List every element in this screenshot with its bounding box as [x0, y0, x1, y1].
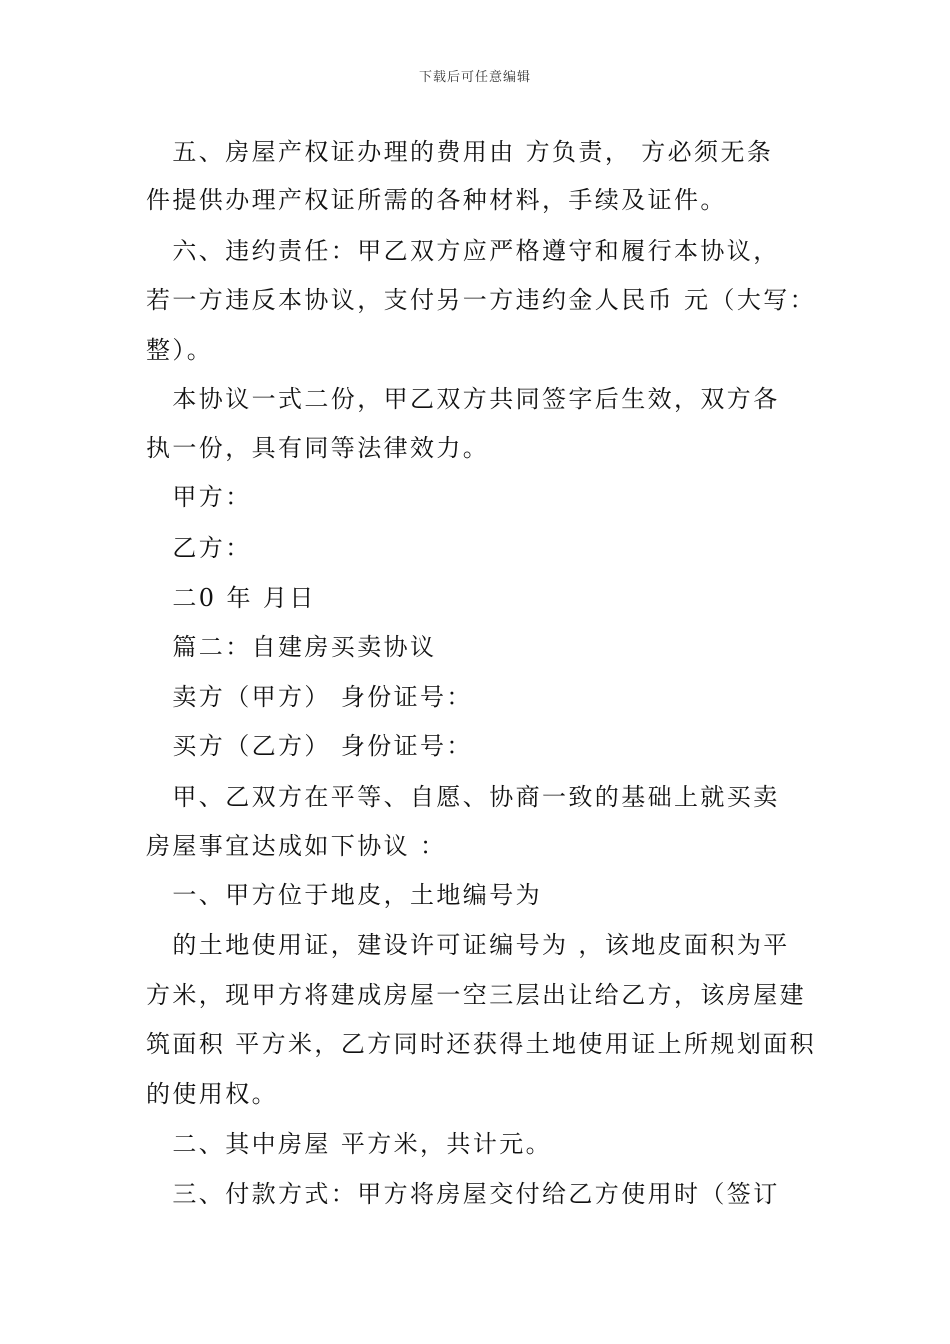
- text-line-5: 整）。: [146, 336, 214, 364]
- text-line-8: 甲方：: [146, 483, 252, 511]
- text-line-12: 卖方（甲方） 身份证号：: [146, 683, 473, 711]
- text-line-17: 的土地使用证，建设许可证编号为 ，该地皮面积为平: [146, 931, 790, 959]
- text-line-20: 的使用权。: [146, 1080, 278, 1108]
- text-line-16: 一、甲方位于地皮，土地编号为: [146, 881, 542, 909]
- text-line-22: 三、付款方式：甲方将房屋交付给乙方使用时（签订: [146, 1180, 780, 1208]
- text-line-3: 六、违约责任：甲乙双方应严格遵守和履行本协议，: [146, 237, 780, 265]
- text-line-1: 五、房屋产权证办理的费用由 方负责， 方必须无条: [146, 138, 774, 166]
- text-line-14: 甲、乙双方在平等、自愿、协商一致的基础上就买卖: [146, 783, 780, 811]
- page-header-note: 下载后可任意编辑: [418, 70, 531, 85]
- text-line-7: 执一份，具有同等法律效力。: [146, 434, 490, 462]
- text-line-19: 筑面积 平方米，乙方同时还获得土地使用证上所规划面积: [146, 1030, 817, 1058]
- text-line-11: 篇二：自建房买卖协议: [146, 633, 437, 661]
- text-line-18: 方米，现甲方将建成房屋一空三层出让给乙方，该房屋建: [146, 981, 806, 1009]
- text-line-21: 二、其中房屋 平方米，共计元。: [146, 1130, 553, 1158]
- text-line-9: 乙方：: [146, 534, 252, 562]
- text-line-13: 买方（乙方） 身份证号：: [146, 732, 473, 760]
- text-line-15: 房屋事宜达成如下协议 ：: [146, 832, 447, 860]
- text-line-2: 件提供办理产权证所需的各种材料，手续及证件。: [146, 186, 727, 214]
- text-line-10: 二0 年 月日: [146, 584, 316, 612]
- text-line-6: 本协议一式二份，甲乙双方共同签字后生效，双方各: [146, 385, 780, 413]
- text-line-4: 若一方违反本协议，支付另一方违约金人民币 元（大写：: [146, 286, 817, 314]
